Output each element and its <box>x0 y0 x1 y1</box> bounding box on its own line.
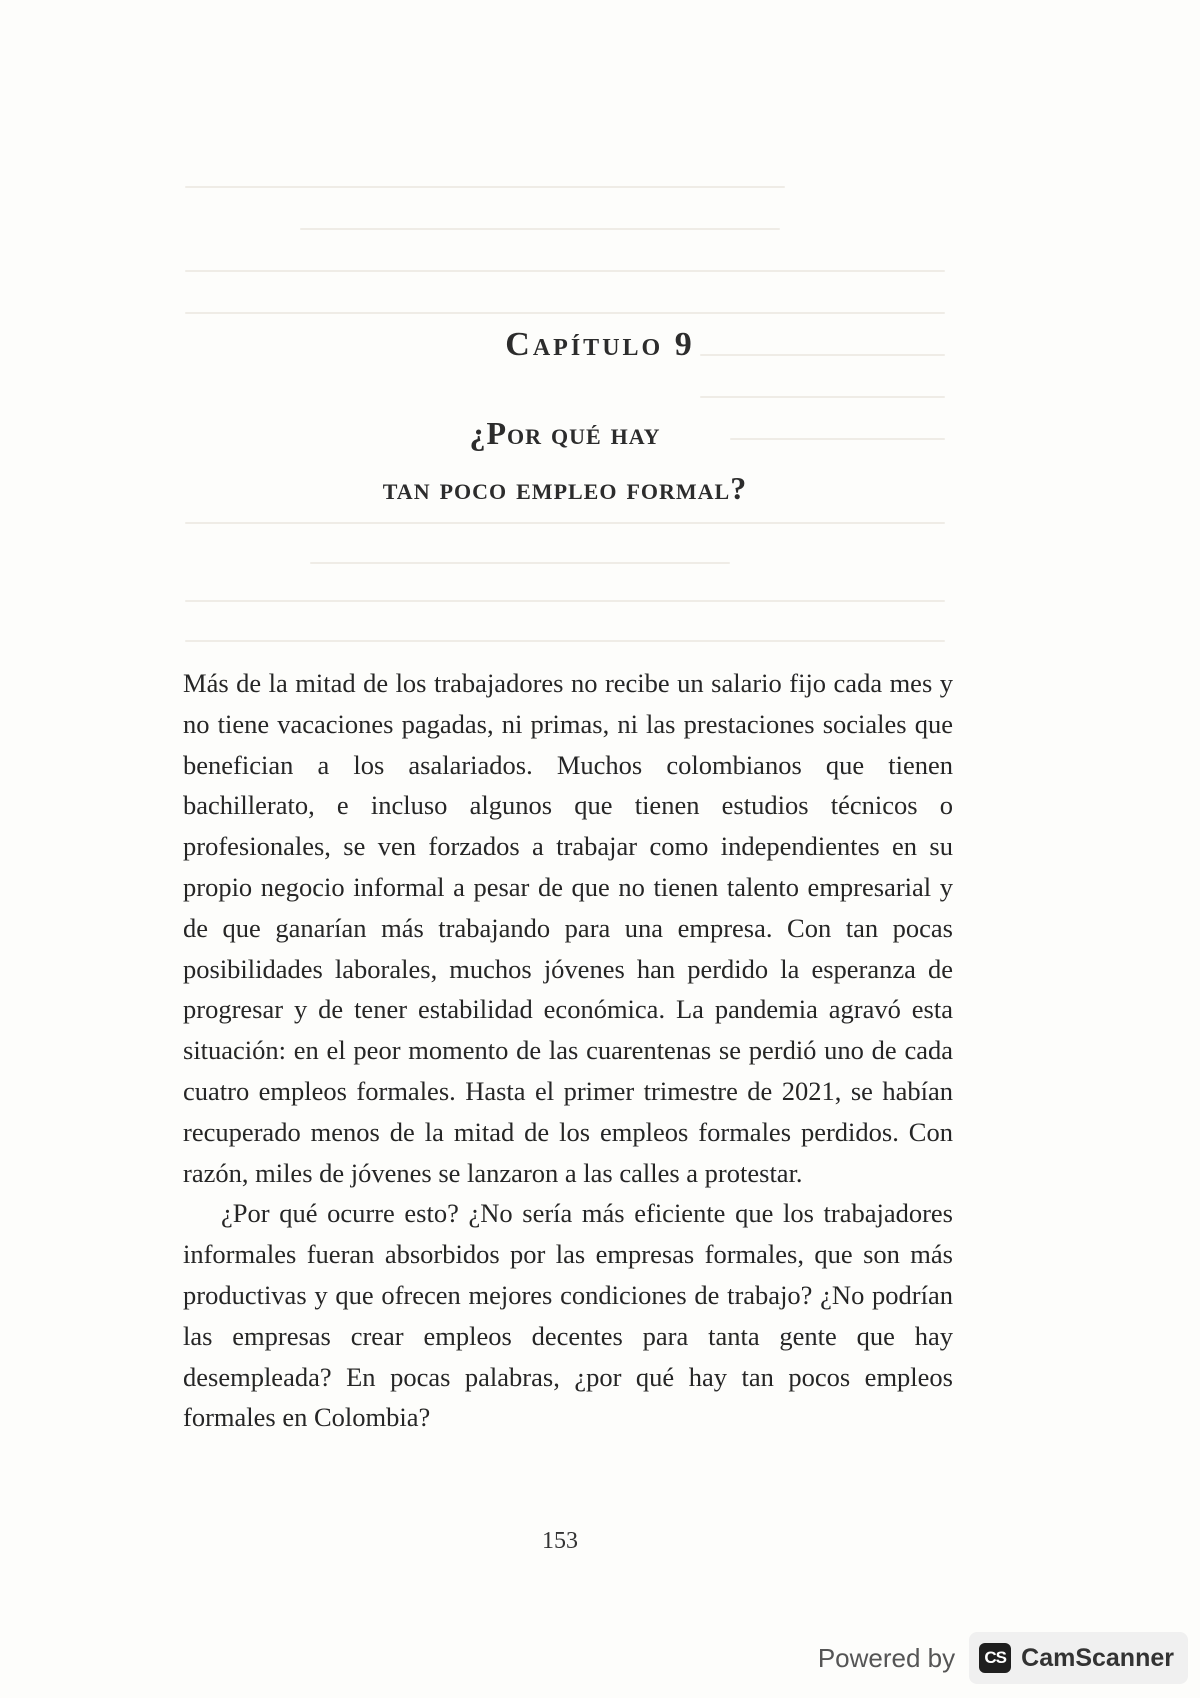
bleed-through-line <box>185 640 945 642</box>
camscanner-badge <box>969 1632 1188 1684</box>
powered-by-label: Powered by <box>817 1642 956 1673</box>
camscanner-brand-label: CamScanner <box>1021 1643 1174 1672</box>
bleed-through-line <box>700 396 945 398</box>
paragraph-1: Más de la mitad de los trabajadores no recibe un salario fijo cada mes y no tiene vacaciones pagadas, ni primas, ni las prestaciones sociales que benefician a los asalariados. Muchos colombianos que tienen bachillerato, e incluso algunos que tienen estudios técnicos o profesionales, se ven forzados a trabajar como independientes en su propio negocio informal a pesar de que no tienen talento empresarial y de que ganarían más trabajando para una empresa. Con tan pocas posibilidades laborales, muchos jóvenes han perdido la esperanza de progresar y de tener estabilidad económica. La pandemia agravó esta situación: en el peor momento de las cuarentenas se perdió uno de cada cuatro empleos formales. Hasta el primer trimestre de 2021, se habían recuperado menos de la mitad de los empleos formales perdidos. Con razón, miles de jóvenes se lanzaron a las calles a protestar. <box>183 668 953 1188</box>
bleed-through-line <box>185 522 945 524</box>
chapter-title <box>0 406 1130 516</box>
bleed-through-line <box>185 312 945 314</box>
bleed-through-line <box>185 186 785 188</box>
camscanner-logo-icon: CS <box>979 1643 1011 1673</box>
bleed-through-line <box>300 228 780 230</box>
bleed-through-line <box>310 562 730 564</box>
body-text <box>183 663 953 1438</box>
camscanner-watermark <box>818 1632 1188 1684</box>
bleed-through-line <box>185 600 945 602</box>
chapter-label: Capítulo 9 <box>505 326 695 363</box>
chapter-title-line-2: tan poco empleo formal? <box>382 470 748 506</box>
paragraph-2: ¿Por qué ocurre esto? ¿No sería más eficiente que los trabajadores informales fueran absorbidos por las empresas formales, que son más productivas y que ofrecen mejores condiciones de trabajo? ¿No podrían las empresas crear empleos decentes para tanta gente que hay desempleada? En pocas palabras, ¿por qué hay tan pocos empleos formales en Colombia? <box>183 1198 953 1433</box>
bleed-through-line <box>185 270 945 272</box>
chapter-title-line-1: ¿Por qué hay <box>469 415 661 451</box>
page-number: 153 <box>542 1528 578 1554</box>
